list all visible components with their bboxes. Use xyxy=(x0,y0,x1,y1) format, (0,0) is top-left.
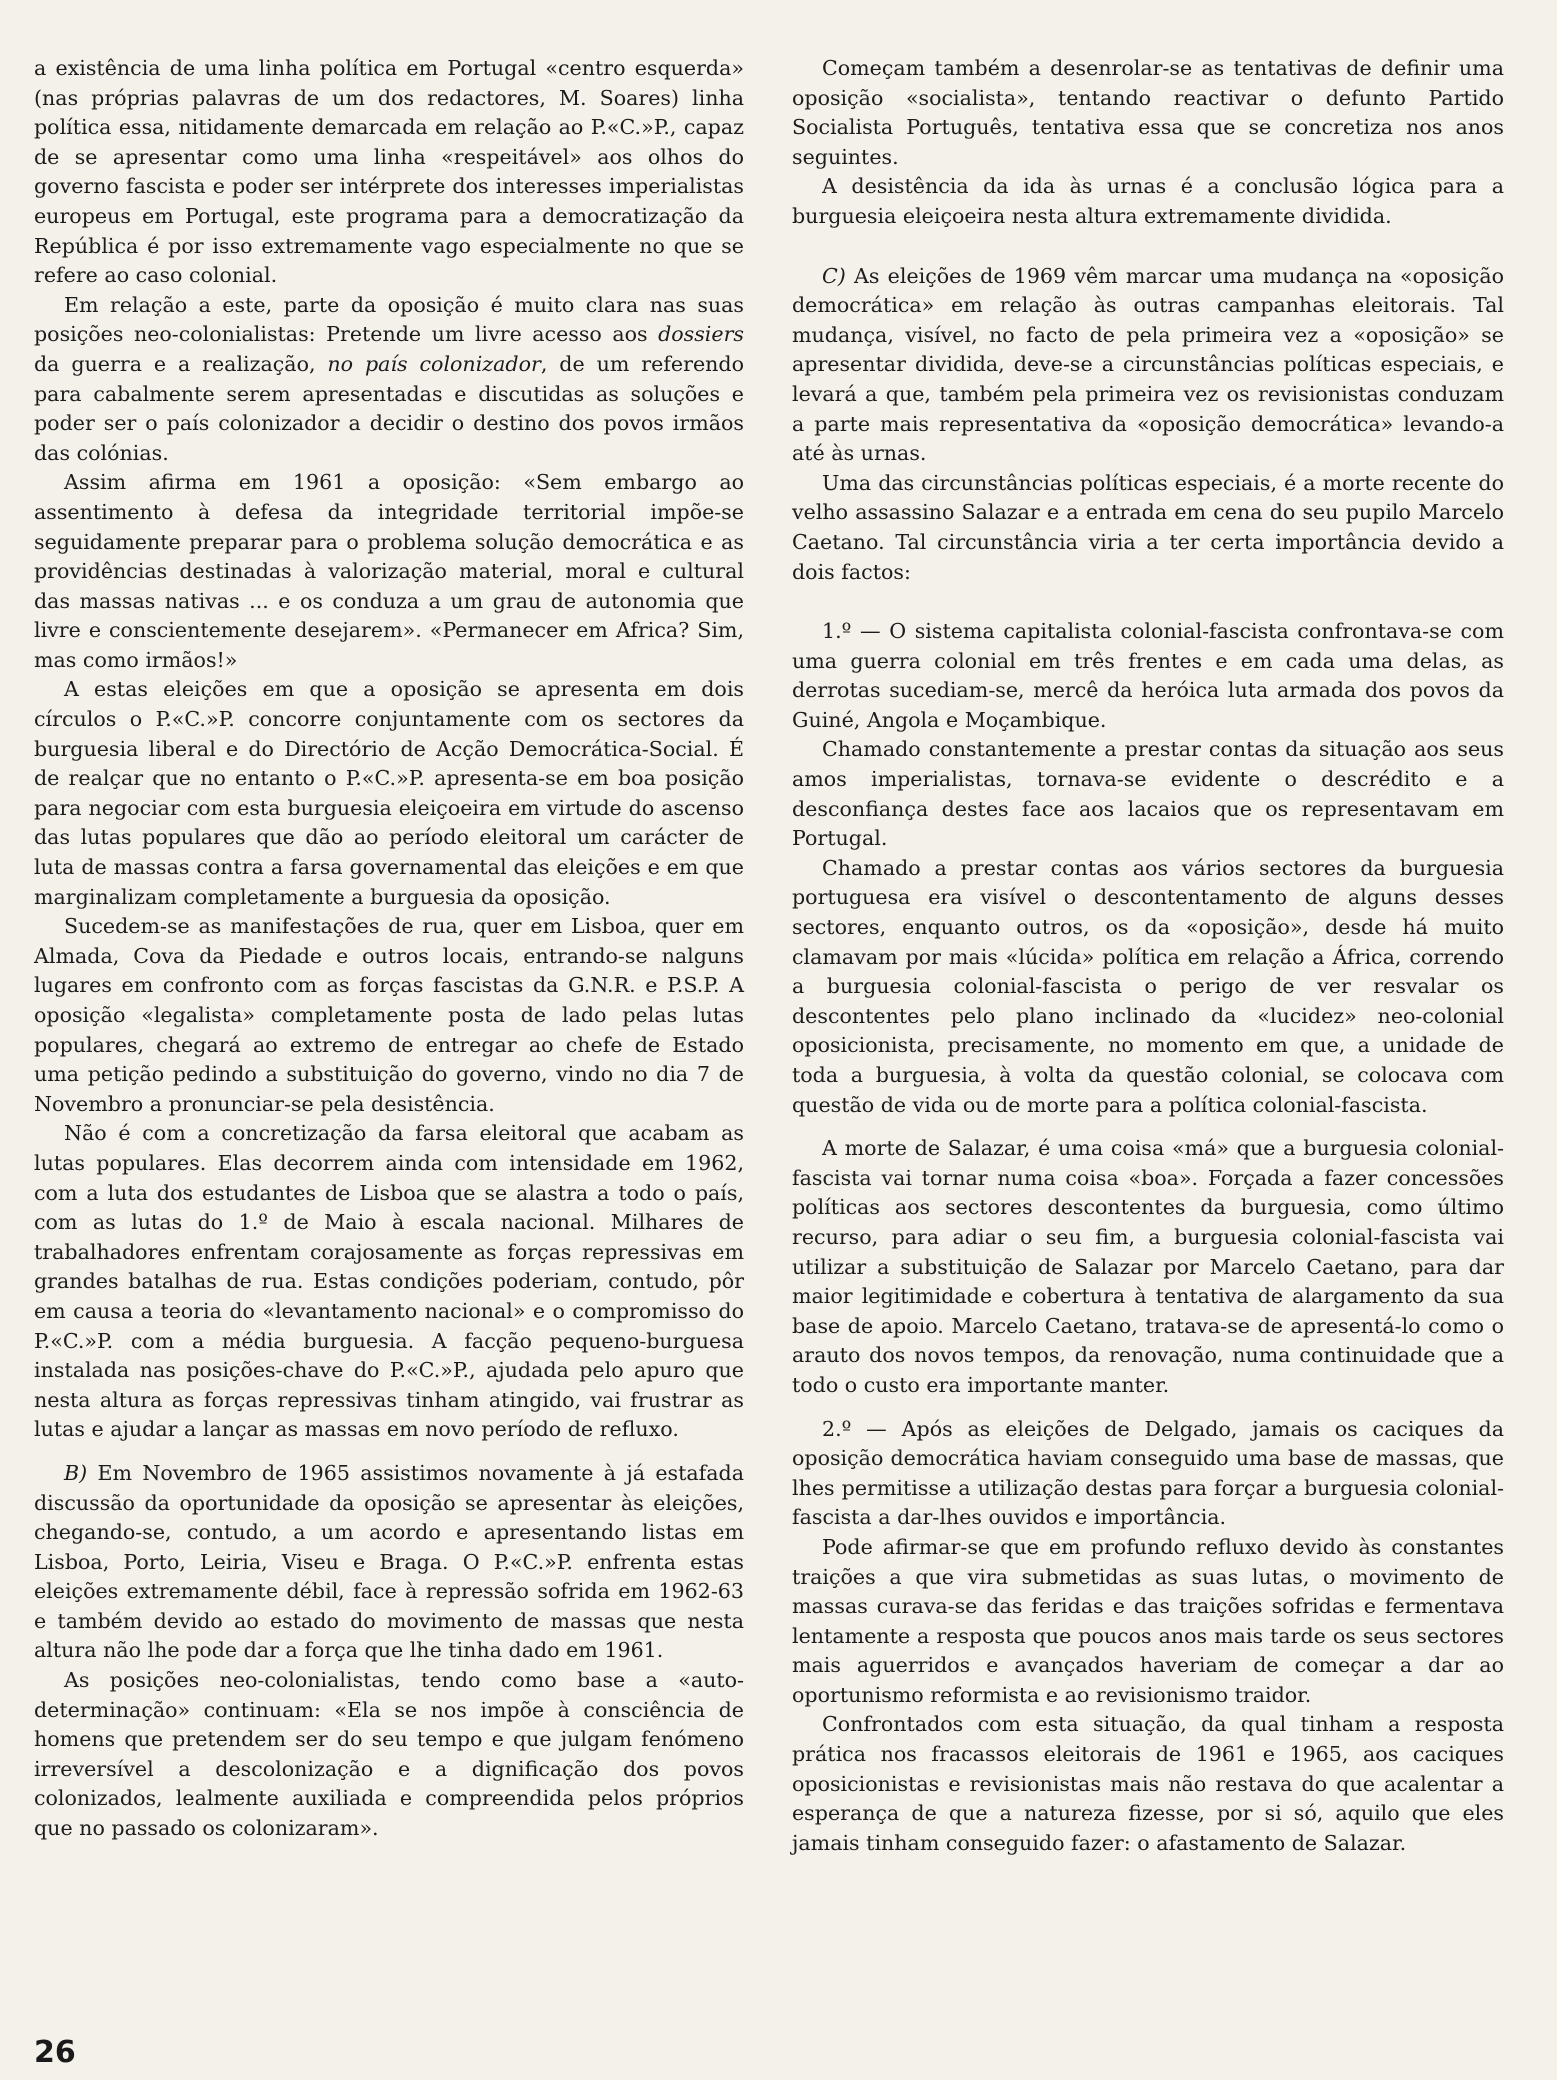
paragraph-text: da guerra e a realização, xyxy=(34,351,328,376)
paragraph: Pode afirmar-se que em profundo refluxo devido às constantes traições a que vira submetidas as suas lutas, o movimento de massas curava-se das feridas e das traições sofridas e fermentava lentamente a resposta que poucos anos mais tarde os seus sectores mais aguerridos e avançados haveriam de começar a dar ao oportunismo reformista e ao revisionismo traidor. xyxy=(792,1534,1504,1707)
section-letter: C) xyxy=(822,263,846,288)
paragraph-text: Em relação a este, parte da oposição é muito clara nas suas posições neo-colonialistas: Pretende um livre acesso aos xyxy=(34,292,744,347)
page-number: 26 xyxy=(34,2035,76,2070)
paragraph: Chamado a prestar contas aos vários sectores da burguesia portuguesa era visível o descontentamento de alguns desses sectores, enquanto outros, os da «oposição», desde há muito clamavam por mais «lúcida» política em relação a África, correndo a burguesia colonial-fascista o perigo de ver resvalar os descontentes pelo plano inclinado da «lucidez» neo-colonial oposicionista, precisamente, no momento em que, a unidade de toda a burguesia, à volta da questão colonial, se colocava com questão de vida ou de morte para a política colonial-fascista. xyxy=(792,855,1504,1117)
paragraph: Assim afirma em 1961 a oposição: «Sem embargo ao assentimento à defesa da integridade territorial impõe-se seguidamente preparar para o problema solução democrática e as providências destinadas à valorização material, moral e cultural das massas nativas ... e os conduza a um grau de autonomia que livre e conscientemente desejarem». «Permanecer em Africa? Sim, mas como irmãos!» xyxy=(34,470,744,672)
numbered-paragraph: 2.º — Após as eleições de Delgado, jamais os caciques da oposição democrática haviam conseguido uma base de massas, que lhes permitisse a utilização destas para forçar a burguesia colonial-fascista a dar-lhes ouvidos e importância. xyxy=(792,1416,1504,1530)
paragraph-text: , de um referendo para cabalmente serem apresentadas e discutidas as soluções e poder ser o país colonizador a decidir o destino dos povos irmãos das colónias. xyxy=(34,351,744,465)
section-paragraph xyxy=(34,1459,744,1666)
emphasis-text: no país colonizador xyxy=(327,351,541,376)
left-column xyxy=(34,54,744,1844)
numbered-paragraph: 1.º — O sistema capitalista colonial-fascista confrontava-se com uma guerra colonial em três frentes e em cada uma delas, as derrotas sucediam-se, mercê da heróica luta armada dos povos da Guiné, Angola e Moçambique. xyxy=(792,619,1504,732)
paragraph xyxy=(34,291,744,469)
paragraph: Não é com a concretização da farsa eleitoral que acabam as lutas populares. Elas decorrem ainda com intensidade em 1962, com a luta dos estudantes de Lisboa que se alastra a todo o país, com as lutas do 1.º de Maio à escala nacional. Milhares de trabalhadores enfrentam corajosamente as forças repressivas em grandes batalhas de rua. Estas condições poderiam, contudo, pôr em causa a teoria do «levantamento nacional» e o compromisso do P.«C.»P. com a média burguesia. A facção pequeno-burguesa instalada nas posições-chave do P.«C.»P., ajudada pelo apuro que nesta altura as forças repressivas tinham atingido, vai frustrar as lutas e ajudar a lançar as massas em novo período de refluxo. xyxy=(34,1121,744,1442)
paragraph-text: As eleições de 1969 vêm marcar uma mudança na «oposição democrática» em relação às outras campanhas eleitorais. Tal mudança, visível, no facto de pela primeira vez a «oposição» se apresentar dividida, deve-se a circunstâncias políticas especiais, e levará a que, também pela primeira vez os revisionistas conduzam a parte mais representativa da «oposição democrática» levando-a até às urnas. xyxy=(792,263,1504,466)
paragraph: Sucedem-se as manifestações de rua, quer em Lisboa, quer em Almada, Cova da Piedade e outros locais, entrando-se nalguns lugares em confronto com as forças fascistas da G.N.R. e P.S.P. A oposição «legalista» completamente posta de lado pelas lutas populares, chegará ao extremo de entregar ao chefe de Estado uma petição pedindo a substituição do governo, vindo no dia 7 de Novembro a pronunciar-se pela desistência. xyxy=(34,914,744,1116)
section-letter: B) xyxy=(64,1460,88,1485)
right-column xyxy=(792,54,1504,1858)
paragraph: Uma das circunstâncias políticas especiais, é a morte recente do velho assassino Salazar e a entrada em cena do seu pupilo Marcelo Caetano. Tal circunstância viria a ter certa importância devido a dois factos: xyxy=(792,470,1504,584)
paragraph: A desistência da ida às urnas é a conclusão lógica para a burguesia eleiçoeira nesta altura extremamente dividida. xyxy=(792,174,1504,228)
paragraph: A estas eleições em que a oposição se apresenta em dois círculos o P.«C.»P. concorre conjuntamente com os sectores da burguesia liberal e do Directório de Acção Democrática-Social. É de realçar que no entanto o P.«C.»P. apresenta-se em boa posição para negociar com esta burguesia eleiçoeira em virtude do ascenso das lutas populares que dão ao período eleitoral um carácter de luta de massas contra a farsa governamental das eleições e em que marginalizam completamente a burguesia da oposição. xyxy=(34,677,744,909)
emphasis-text: dossiers xyxy=(658,322,744,347)
paragraph: A morte de Salazar, é uma coisa «má» que a burguesia colonial-fascista vai tornar numa coisa «boa». Forçada a fazer concessões políticas aos sectores descontentes da burguesia, como último recurso, para adiar o seu fim, a burguesia colonial-fascista vai utilizar a substituição de Salazar por Marcelo Caetano, para dar maior legitimidade e cobertura à tentativa de alargamento da sua base de apoio. Marcelo Caetano, tratava-se de apresentá-lo como o arauto dos novos tempos, da renovação, numa continuidade que a todo o custo era importante manter. xyxy=(792,1136,1504,1397)
paragraph: a existência de uma linha política em Portugal «centro esquerda» (nas próprias palavras de um dos redactores, M. Soares) linha política essa, nitidamente demarcada em relação ao P.«C.»P., capaz de se apresentar como uma linha «respeitável» aos olhos do governo fascista e poder ser intérprete dos interesses imperialistas europeus em Portugal, este programa para a democratização da República é por isso extremamente vago especialmente no que se refere ao caso colonial. xyxy=(34,56,744,288)
paragraph: Chamado constantemente a prestar contas da situação aos seus amos imperialistas, tornava-se evidente o descrédito e a desconfiança destes face aos lacaios que os representavam em Portugal. xyxy=(792,737,1504,851)
paragraph: Começam também a desenrolar-se as tentativas de definir uma oposição «socialista», tentando reactivar o defunto Partido Socialista Português, tentativa essa que se concretiza nos anos seguintes. xyxy=(792,56,1504,169)
section-paragraph xyxy=(792,262,1504,469)
paragraph: As posições neo-colonialistas, tendo como base a «auto-determinação» continuam: «Ela se nos impõe à consciência de homens que pretendem ser do seu tempo e que julgam fenómeno irreversível a descolonização e a dignificação dos povos colonizados, lealmente auxiliada e compreendida pelos próprios que no passado os colonizaram». xyxy=(34,1668,744,1841)
paragraph: Confrontados com esta situação, da qual tinham a resposta prática nos fracassos eleitorais de 1961 e 1965, aos caciques oposicionistas e revisionistas mais não restava do que acalentar a esperança de que a natureza fizesse, por si só, aquilo que eles jamais tinham conseguido fazer: o afastamento de Salazar. xyxy=(792,1712,1504,1855)
paragraph-text: Em Novembro de 1965 assistimos novamente à já estafada discussão da oportunidade da oposição se apresentar às eleições, chegando-se, contudo, a um acordo e apresentando listas em Lisboa, Porto, Leiria, Viseu e Braga. O P.«C.»P. enfrenta estas eleições extremamente débil, face à repressão sofrida em 1962-63 e também devido ao estado do movimento de massas que nesta altura não lhe pode dar a força que lhe tinha dado em 1961. xyxy=(34,1460,744,1663)
